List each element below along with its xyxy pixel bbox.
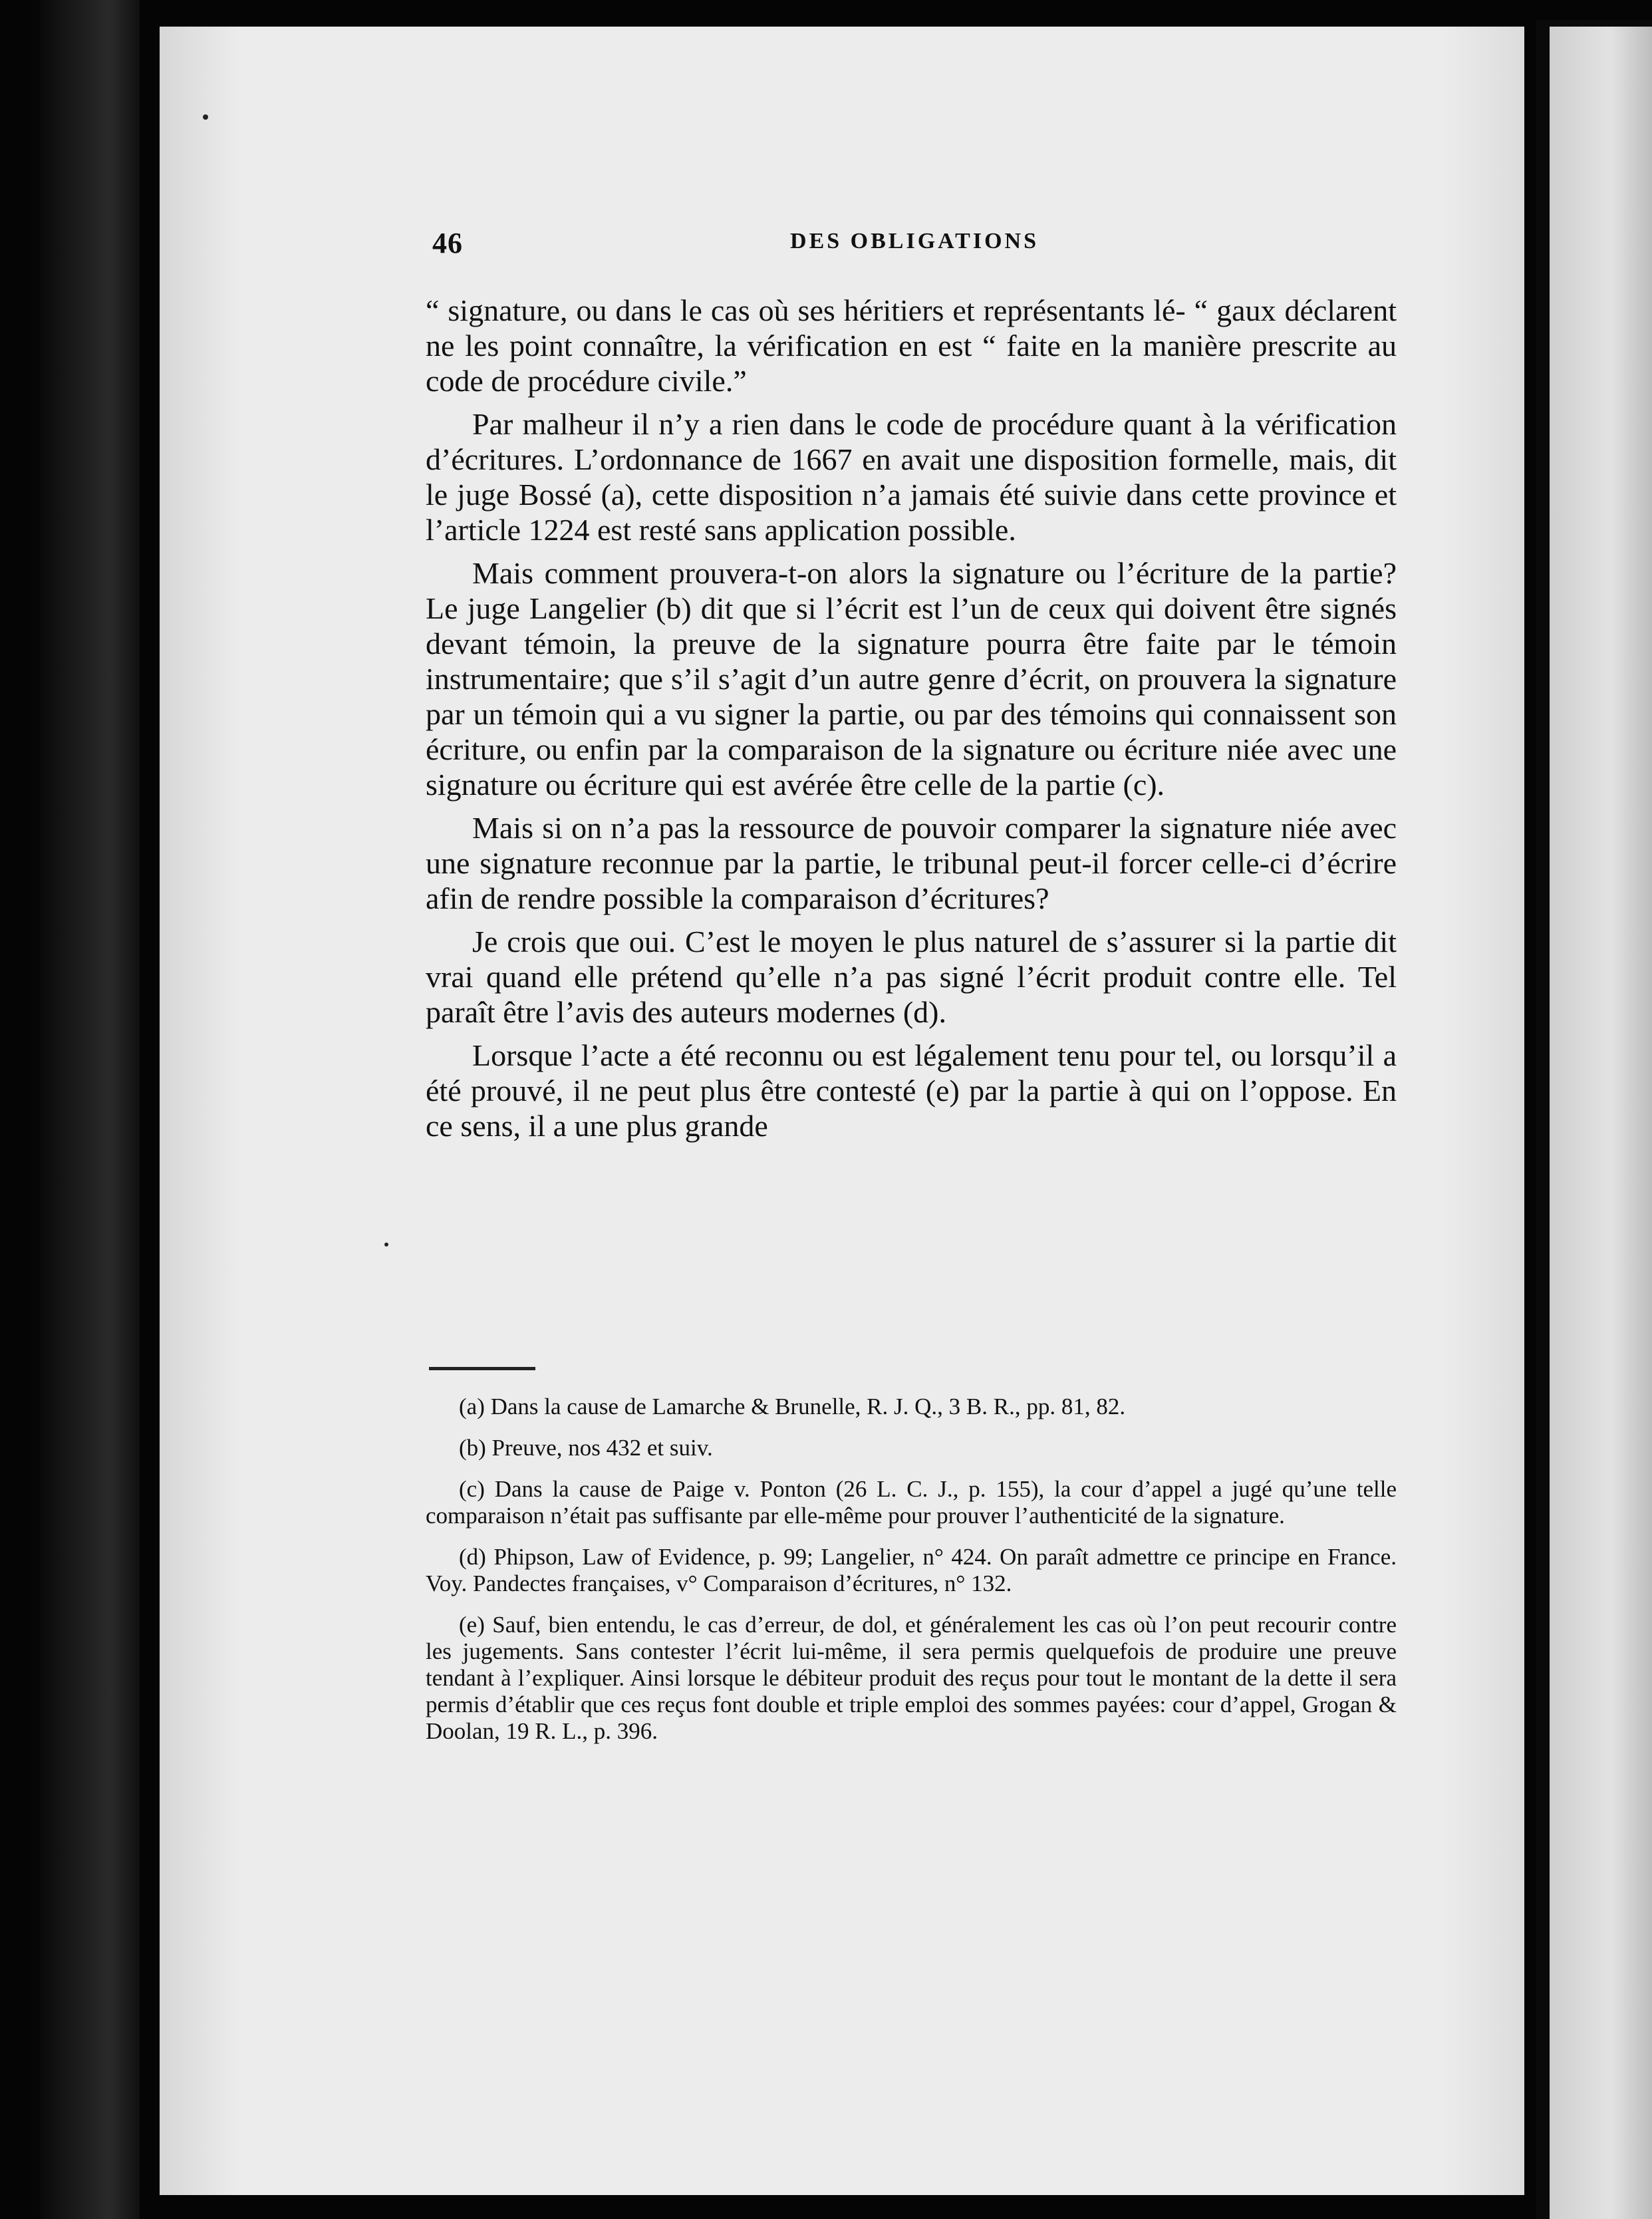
- footnotes: [426, 1394, 1397, 1759]
- footnote-e: (e) Sauf, bien entendu, le cas d’erreur, de dol, et généralement les cas où l’on peut recourir contre les jugements. Sans contester l’écrit lui-même, il sera permis quelquefois de produire une preuve tendant à l’expliquer. Ainsi lorsque le débiteur produit des reçus pour tout le montant de la dette il sera permis d’établir que ces reçus font double et triple emploi des sommes payées: cour d’appel, Grogan & Doolan, 19 R. L., p. 396.: [426, 1612, 1397, 1744]
- paragraph: Mais si on n’a pas la ressource de pouvoir comparer la signature niée avec une signature reconnue par la partie, le tribunal peut-il forcer celle-ci d’écrire afin de rendre possible la comparaison d’écritures?: [426, 811, 1397, 915]
- footnote-a: (a) Dans la cause de Lamarche & Brunelle, R. J. Q., 3 B. R., pp. 81, 82.: [459, 1394, 1126, 1419]
- footnote-d: (d) Phipson, Law of Evidence, p. 99; Langelier, n° 424. On paraît admettre ce principe en France. Voy. Pandectes françaises, v° Comparaison d’écritures, n° 132.: [426, 1544, 1397, 1596]
- scan-speck: [384, 1243, 388, 1247]
- page-number: 46: [432, 227, 463, 259]
- main-text: [426, 293, 1397, 1151]
- book-spine: [40, 0, 140, 2219]
- running-title: DES OBLIGATIONS: [790, 229, 1039, 253]
- footnote-c: (c) Dans la cause de Paige v. Ponton (26 L. C. J., p. 155), la cour d’appel a jugé qu’une telle comparaison n’était pas suffisante par elle-même pour prouver l’authenticité de la signature.: [426, 1476, 1397, 1529]
- paragraph: Lorsque l’acte a été reconnu ou est légalement tenu pour tel, ou lorsqu’il a été prouvé, il ne peut plus être contesté (e) par la partie à qui on l’oppose. En ce sens, il a une plus grande: [426, 1038, 1397, 1143]
- footnote-b: (b) Preuve, nos 432 et suiv.: [459, 1435, 713, 1461]
- scan-speck: [203, 114, 208, 120]
- facing-page-edge: [1550, 27, 1652, 2219]
- paragraph: Par malheur il n’y a rien dans le code de procédure quant à la vérification d’écritures. L’ordonnance de 1667 en avait une disposition formelle, mais, dit le juge Bossé (a), cette disposition n’a jamais été suivie dans cette province et l’article 1224 est resté sans application possible.: [426, 407, 1397, 547]
- paragraph: Je crois que oui. C’est le moyen le plus naturel de s’assurer si la partie dit vrai quand elle prétend qu’elle n’a pas signé l’écrit produit contre elle. Tel paraît être l’avis des auteurs modernes (d).: [426, 925, 1397, 1029]
- footnote-rule: [429, 1367, 535, 1370]
- paragraph-quote: “ signature, ou dans le cas où ses héritiers et représentants lé- “ gaux déclarent ne les point connaître, la vérification en est “ faite en la manière prescrite au code de procédure civile.”: [426, 293, 1397, 398]
- page-header: [432, 226, 1397, 266]
- paragraph: Mais comment prouvera-t-on alors la signature ou l’écriture de la partie? Le juge Langelier (b) dit que si l’écrit est l’un de ceux qui doivent être signés devant témoin, la preuve de la signature pourra être faite par le témoin instrumentaire; que s’il s’agit d’un autre genre d’écrit, on prouvera la signature par un témoin qui a vu signer la partie, ou par des témoins qui connaissent son écriture, ou enfin par la comparaison de la signature ou écriture niée avec une signature ou écriture qui est avérée être celle de la partie (c).: [426, 556, 1397, 802]
